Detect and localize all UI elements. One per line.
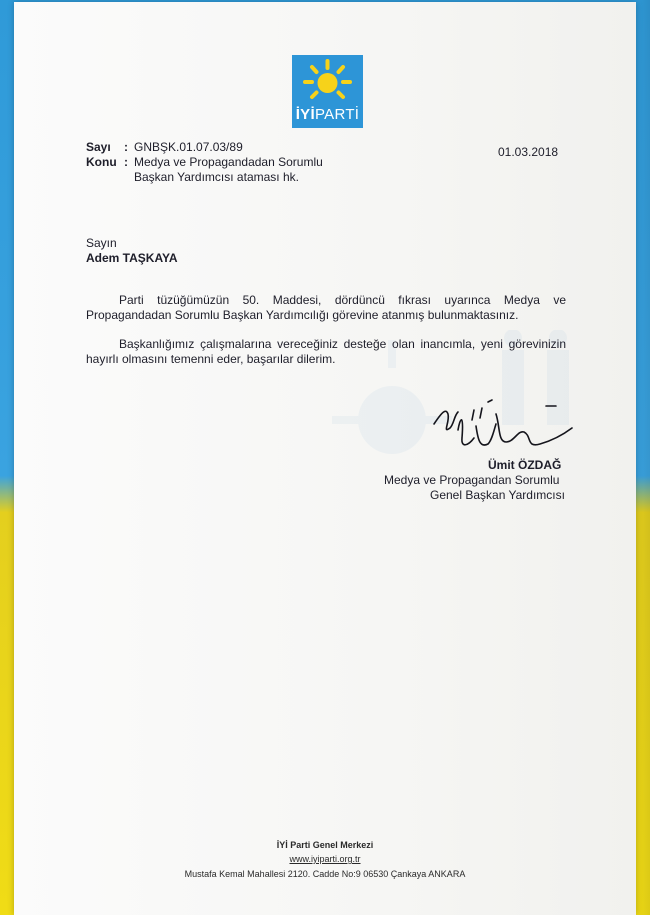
footer-org: İYİ Parti Genel Merkezi (276, 840, 374, 850)
body-paragraph-1: Parti tüzüğümüzün 50. Maddesi, dördüncü fıkrası uyarınca Medya ve Propagandadan Sorumlu Başkan Yardımcılığı görevine atanmış bulunmaktasınız. (86, 293, 566, 322)
signatory-title-line2: Genel Başkan Yardımcısı (430, 488, 565, 502)
sayi-label: Sayı (86, 140, 111, 154)
handwritten-signature (428, 390, 578, 458)
konu-label: Konu (86, 155, 117, 169)
footer-address: Mustafa Kemal Mahallesi 2120. Cadde No:9 06530 Çankaya ANKARA (184, 869, 466, 879)
party-logo (292, 55, 363, 128)
sun-icon (292, 55, 363, 107)
letter-footer (0, 840, 650, 879)
konu-value-line1: Medya ve Propagandadan Sorumlu (134, 155, 323, 169)
signatory-name: Ümit ÖZDAĞ (488, 458, 562, 472)
konu-value-line2: Başkan Yardımcısı ataması hk. (134, 170, 299, 184)
sayi-value: GNBŞK.01.07.03/89 (134, 140, 243, 154)
addressee-name: Adem TAŞKAYA (86, 251, 178, 265)
body-paragraph-2: Başkanlığımız çalışmalarına vereceğiniz desteğe olan inancımla, yeni görevinizin hayırlı olmasını temenni eder, başarılar dilerim. (86, 337, 566, 366)
salutation: Sayın (86, 236, 117, 250)
signatory-title-line1: Medya ve Propagandan Sorumlu (384, 473, 560, 487)
footer-website[interactable]: www.iyiparti.org.tr (289, 854, 361, 864)
reference-block: Sayı : GNBŞK.01.07.03/89 Konu : Medya ve Propagandadan Sorumlu Başkan Yardımcısı ataması hk. (86, 140, 323, 184)
background-edge (634, 0, 650, 915)
logo-wordmark: İYİPARTİ (295, 106, 360, 123)
letter-date: 01.03.2018 (498, 145, 559, 159)
